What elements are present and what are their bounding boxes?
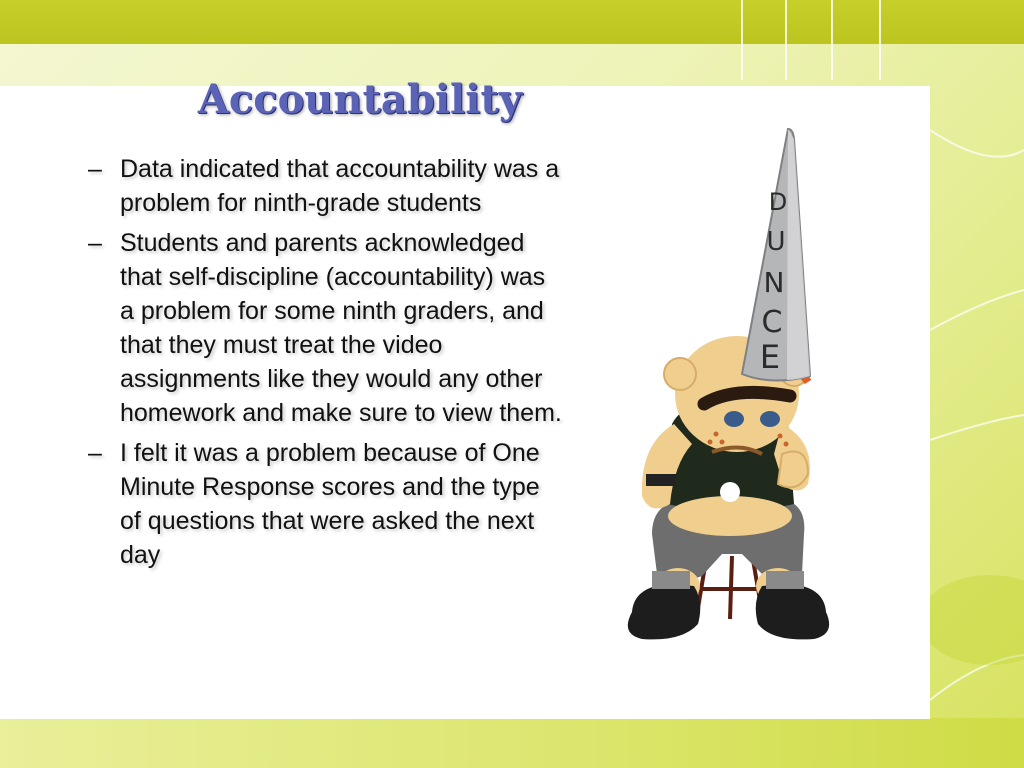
slide-title: Accountability <box>197 76 523 123</box>
left-sock <box>652 571 690 589</box>
bullet-text: Data indicated that accountability was a problem for ninth-grade students <box>120 155 560 217</box>
dunce-character-illustration <box>612 124 844 652</box>
bullet-item <box>84 436 564 572</box>
bottom-band <box>0 718 1024 768</box>
bullet-item <box>84 152 564 220</box>
left-boot <box>628 584 700 639</box>
right-eye <box>760 411 780 427</box>
fist-on-cheek <box>778 452 808 488</box>
hat-letter: D <box>768 188 788 216</box>
bullet-marker: – <box>88 155 102 183</box>
hat-letter: C <box>761 305 783 340</box>
left-eye <box>724 411 744 427</box>
hat-letter: E <box>759 338 781 376</box>
bullet-marker: – <box>88 229 102 257</box>
bullet-text: I felt it was a problem because of One Minute Response scores and the type of questions that were asked the next day <box>120 439 540 569</box>
shirt-skull-icon <box>720 482 740 502</box>
wristband-icon <box>646 474 676 486</box>
left-ear <box>664 358 696 390</box>
hat-letter: U <box>766 227 786 257</box>
bullet-list <box>84 152 564 578</box>
right-boot <box>756 584 829 639</box>
right-sock <box>766 571 804 589</box>
dunce-hat-highlight <box>787 129 810 380</box>
bullet-marker: – <box>88 439 102 467</box>
bullet-text: Students and parents acknowledged that self-discipline (accountability) was a problem for some ninth graders, and that they must treat the video assignments like they would any other homework and make sure to view them. <box>120 229 562 427</box>
hat-letter: N <box>763 266 785 299</box>
bullet-item <box>84 226 564 430</box>
